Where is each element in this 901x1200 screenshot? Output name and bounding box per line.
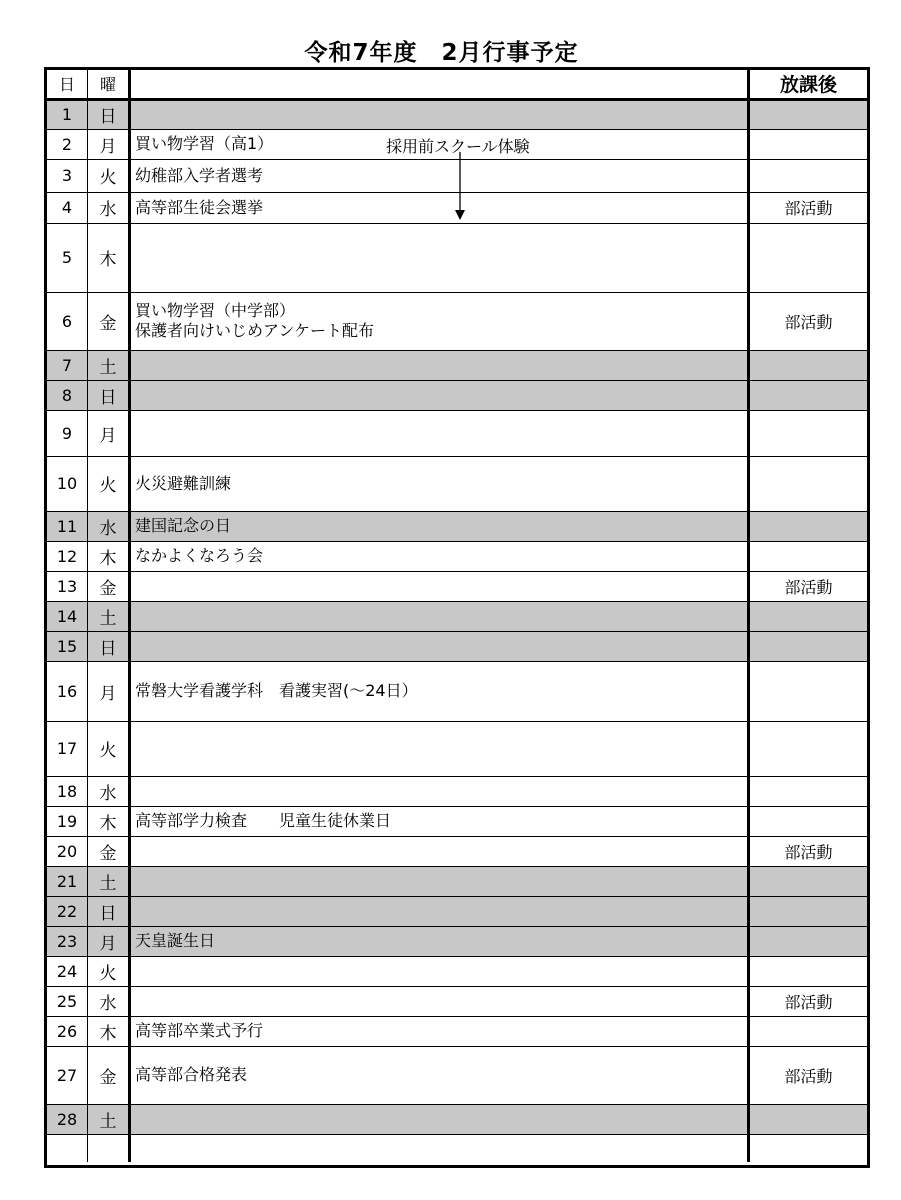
day-cell: 5 — [47, 223, 88, 292]
event-text: 高等部学力検査 児童生徒休業日 — [135, 811, 392, 830]
event-cell — [130, 926, 749, 956]
schedule-row — [47, 661, 867, 721]
day-cell: 20 — [47, 836, 88, 866]
schedule-row — [47, 1134, 867, 1162]
schedule-row — [47, 1046, 867, 1104]
event-cell — [130, 721, 749, 776]
schedule-row — [47, 99, 867, 129]
after-school-cell — [749, 129, 868, 159]
weekday-cell: 木 — [88, 223, 130, 292]
schedule-row — [47, 806, 867, 836]
event-cell — [130, 223, 749, 292]
schedule-row — [47, 896, 867, 926]
header-after-school: 放課後 — [749, 70, 868, 99]
schedule-row — [47, 292, 867, 350]
day-cell: 23 — [47, 926, 88, 956]
weekday-cell: 月 — [88, 926, 130, 956]
event-cell — [130, 350, 749, 380]
event-cell — [130, 1104, 749, 1134]
event-text: なかよくなろう会 — [135, 546, 264, 565]
event-text: 保護者向けいじめアンケート配布 — [135, 321, 375, 340]
event-text: 高等部生徒会選挙 — [135, 197, 264, 217]
day-cell: 19 — [47, 806, 88, 836]
after-school-cell — [749, 456, 868, 511]
event-cell — [130, 806, 749, 836]
weekday-cell: 火 — [88, 456, 130, 511]
weekday-cell: 土 — [88, 601, 130, 631]
weekday-cell: 金 — [88, 836, 130, 866]
schedule-row — [47, 631, 867, 661]
after-school-cell — [749, 159, 868, 192]
schedule-row — [47, 456, 867, 511]
schedule-row — [47, 836, 867, 866]
event-cell — [130, 159, 749, 192]
schedule-row — [47, 223, 867, 292]
weekday-cell: 水 — [88, 192, 130, 223]
day-cell: 21 — [47, 866, 88, 896]
event-cell — [130, 896, 749, 926]
day-cell: 1 — [47, 99, 88, 129]
after-school-cell — [749, 410, 868, 456]
weekday-cell: 金 — [88, 292, 130, 350]
schedule-row — [47, 721, 867, 776]
header-row — [47, 70, 867, 99]
event-cell — [130, 571, 749, 601]
event-cell — [130, 776, 749, 806]
day-cell — [47, 1134, 88, 1162]
weekday-cell: 水 — [88, 776, 130, 806]
weekday-cell: 木 — [88, 541, 130, 571]
event-text: 買い物学習（中学部） — [135, 301, 296, 320]
after-school-cell — [749, 806, 868, 836]
day-cell: 14 — [47, 601, 88, 631]
event-cell — [130, 541, 749, 571]
day-cell: 24 — [47, 956, 88, 986]
weekday-cell: 水 — [88, 511, 130, 541]
down-arrow-icon — [452, 152, 468, 222]
day-cell: 25 — [47, 986, 88, 1016]
event-cell — [130, 1134, 749, 1162]
weekday-cell: 日 — [88, 896, 130, 926]
event-cell — [130, 601, 749, 631]
schedule-row — [47, 601, 867, 631]
day-cell: 16 — [47, 661, 88, 721]
weekday-cell: 金 — [88, 1046, 130, 1104]
weekday-cell: 月 — [88, 410, 130, 456]
event-cell — [130, 511, 749, 541]
day-cell: 13 — [47, 571, 88, 601]
after-school-cell — [749, 1134, 868, 1162]
after-school-cell — [749, 661, 868, 721]
event-cell — [130, 1046, 749, 1104]
header-event — [130, 70, 749, 99]
weekday-cell: 日 — [88, 631, 130, 661]
weekday-cell — [88, 1134, 130, 1162]
day-cell: 26 — [47, 1016, 88, 1046]
after-school-cell — [749, 99, 868, 129]
weekday-cell: 金 — [88, 571, 130, 601]
day-cell: 4 — [47, 192, 88, 223]
after-school-cell — [749, 380, 868, 410]
event-cell — [130, 836, 749, 866]
after-school-cell: 部活動 — [749, 986, 868, 1016]
schedule-row — [47, 511, 867, 541]
after-school-cell — [749, 511, 868, 541]
day-cell: 7 — [47, 350, 88, 380]
after-school-cell — [749, 721, 868, 776]
day-cell: 22 — [47, 896, 88, 926]
after-school-cell: 部活動 — [749, 836, 868, 866]
weekday-cell: 水 — [88, 986, 130, 1016]
event-cell — [130, 456, 749, 511]
day-cell: 15 — [47, 631, 88, 661]
after-school-cell — [749, 631, 868, 661]
weekday-cell: 土 — [88, 1104, 130, 1134]
weekday-cell: 月 — [88, 129, 130, 159]
after-school-cell — [749, 956, 868, 986]
event-text: 幼稚部入学者選考 — [135, 165, 264, 185]
after-school-cell: 部活動 — [749, 192, 868, 223]
event-text: 火災避難訓練 — [135, 473, 232, 493]
event-text: 高等部卒業式予行 — [135, 1021, 264, 1040]
after-school-cell — [749, 896, 868, 926]
day-cell: 9 — [47, 410, 88, 456]
event-cell — [130, 866, 749, 896]
day-cell: 10 — [47, 456, 88, 511]
event-cell — [130, 986, 749, 1016]
event-cell — [130, 661, 749, 721]
schedule-sheet — [44, 67, 870, 1168]
weekday-cell: 土 — [88, 350, 130, 380]
day-cell: 28 — [47, 1104, 88, 1134]
after-school-cell — [749, 1104, 868, 1134]
event-cell — [130, 380, 749, 410]
schedule-row — [47, 380, 867, 410]
day-cell: 8 — [47, 380, 88, 410]
event-text: 買い物学習（高1） — [135, 134, 274, 153]
after-school-cell — [749, 1016, 868, 1046]
schedule-row — [47, 410, 867, 456]
event-text: 建国記念の日 — [135, 516, 232, 535]
event-cell — [130, 1016, 749, 1046]
after-school-cell — [749, 926, 868, 956]
event-cell — [130, 956, 749, 986]
schedule-row — [47, 571, 867, 601]
after-school-cell — [749, 601, 868, 631]
weekday-cell: 火 — [88, 159, 130, 192]
event-text: 天皇誕生日 — [135, 931, 216, 950]
after-school-cell: 部活動 — [749, 1046, 868, 1104]
schedule-row — [47, 986, 867, 1016]
day-cell: 12 — [47, 541, 88, 571]
weekday-cell: 土 — [88, 866, 130, 896]
after-school-cell — [749, 866, 868, 896]
weekday-cell: 火 — [88, 956, 130, 986]
schedule-row — [47, 1016, 867, 1046]
after-school-cell: 部活動 — [749, 292, 868, 350]
schedule-row — [47, 350, 867, 380]
after-school-cell — [749, 776, 868, 806]
header-weekday: 曜 — [88, 70, 130, 99]
weekday-cell: 木 — [88, 1016, 130, 1046]
event-text: 高等部合格発表 — [135, 1065, 248, 1084]
day-cell: 6 — [47, 292, 88, 350]
weekday-cell: 木 — [88, 806, 130, 836]
header-day: 日 — [47, 70, 88, 99]
day-cell: 3 — [47, 159, 88, 192]
schedule-row — [47, 956, 867, 986]
day-cell: 27 — [47, 1046, 88, 1104]
schedule-row — [47, 866, 867, 896]
day-cell: 11 — [47, 511, 88, 541]
day-cell: 17 — [47, 721, 88, 776]
schedule-row — [47, 1104, 867, 1134]
schedule-table — [47, 70, 867, 1162]
event-cell — [130, 292, 749, 350]
event-cell — [130, 631, 749, 661]
schedule-row — [47, 776, 867, 806]
weekday-cell: 月 — [88, 661, 130, 721]
weekday-cell: 日 — [88, 380, 130, 410]
after-school-cell: 部活動 — [749, 571, 868, 601]
schedule-body — [47, 70, 867, 1162]
schedule-row — [47, 541, 867, 571]
event-cell — [130, 410, 749, 456]
event-cell — [130, 99, 749, 129]
after-school-cell — [749, 223, 868, 292]
schedule-row — [47, 926, 867, 956]
day-cell: 18 — [47, 776, 88, 806]
weekday-cell: 日 — [88, 99, 130, 129]
weekday-cell: 火 — [88, 721, 130, 776]
event-cell — [130, 192, 749, 223]
overlay-note: 採用前スクール体験 — [386, 137, 530, 156]
event-text: 常磐大学看護学科 看護実習(～24日） — [135, 681, 418, 700]
page-title: 令和7年度 2月行事予定 — [304, 40, 579, 66]
after-school-cell — [749, 541, 868, 571]
day-cell: 2 — [47, 129, 88, 159]
after-school-cell — [749, 350, 868, 380]
